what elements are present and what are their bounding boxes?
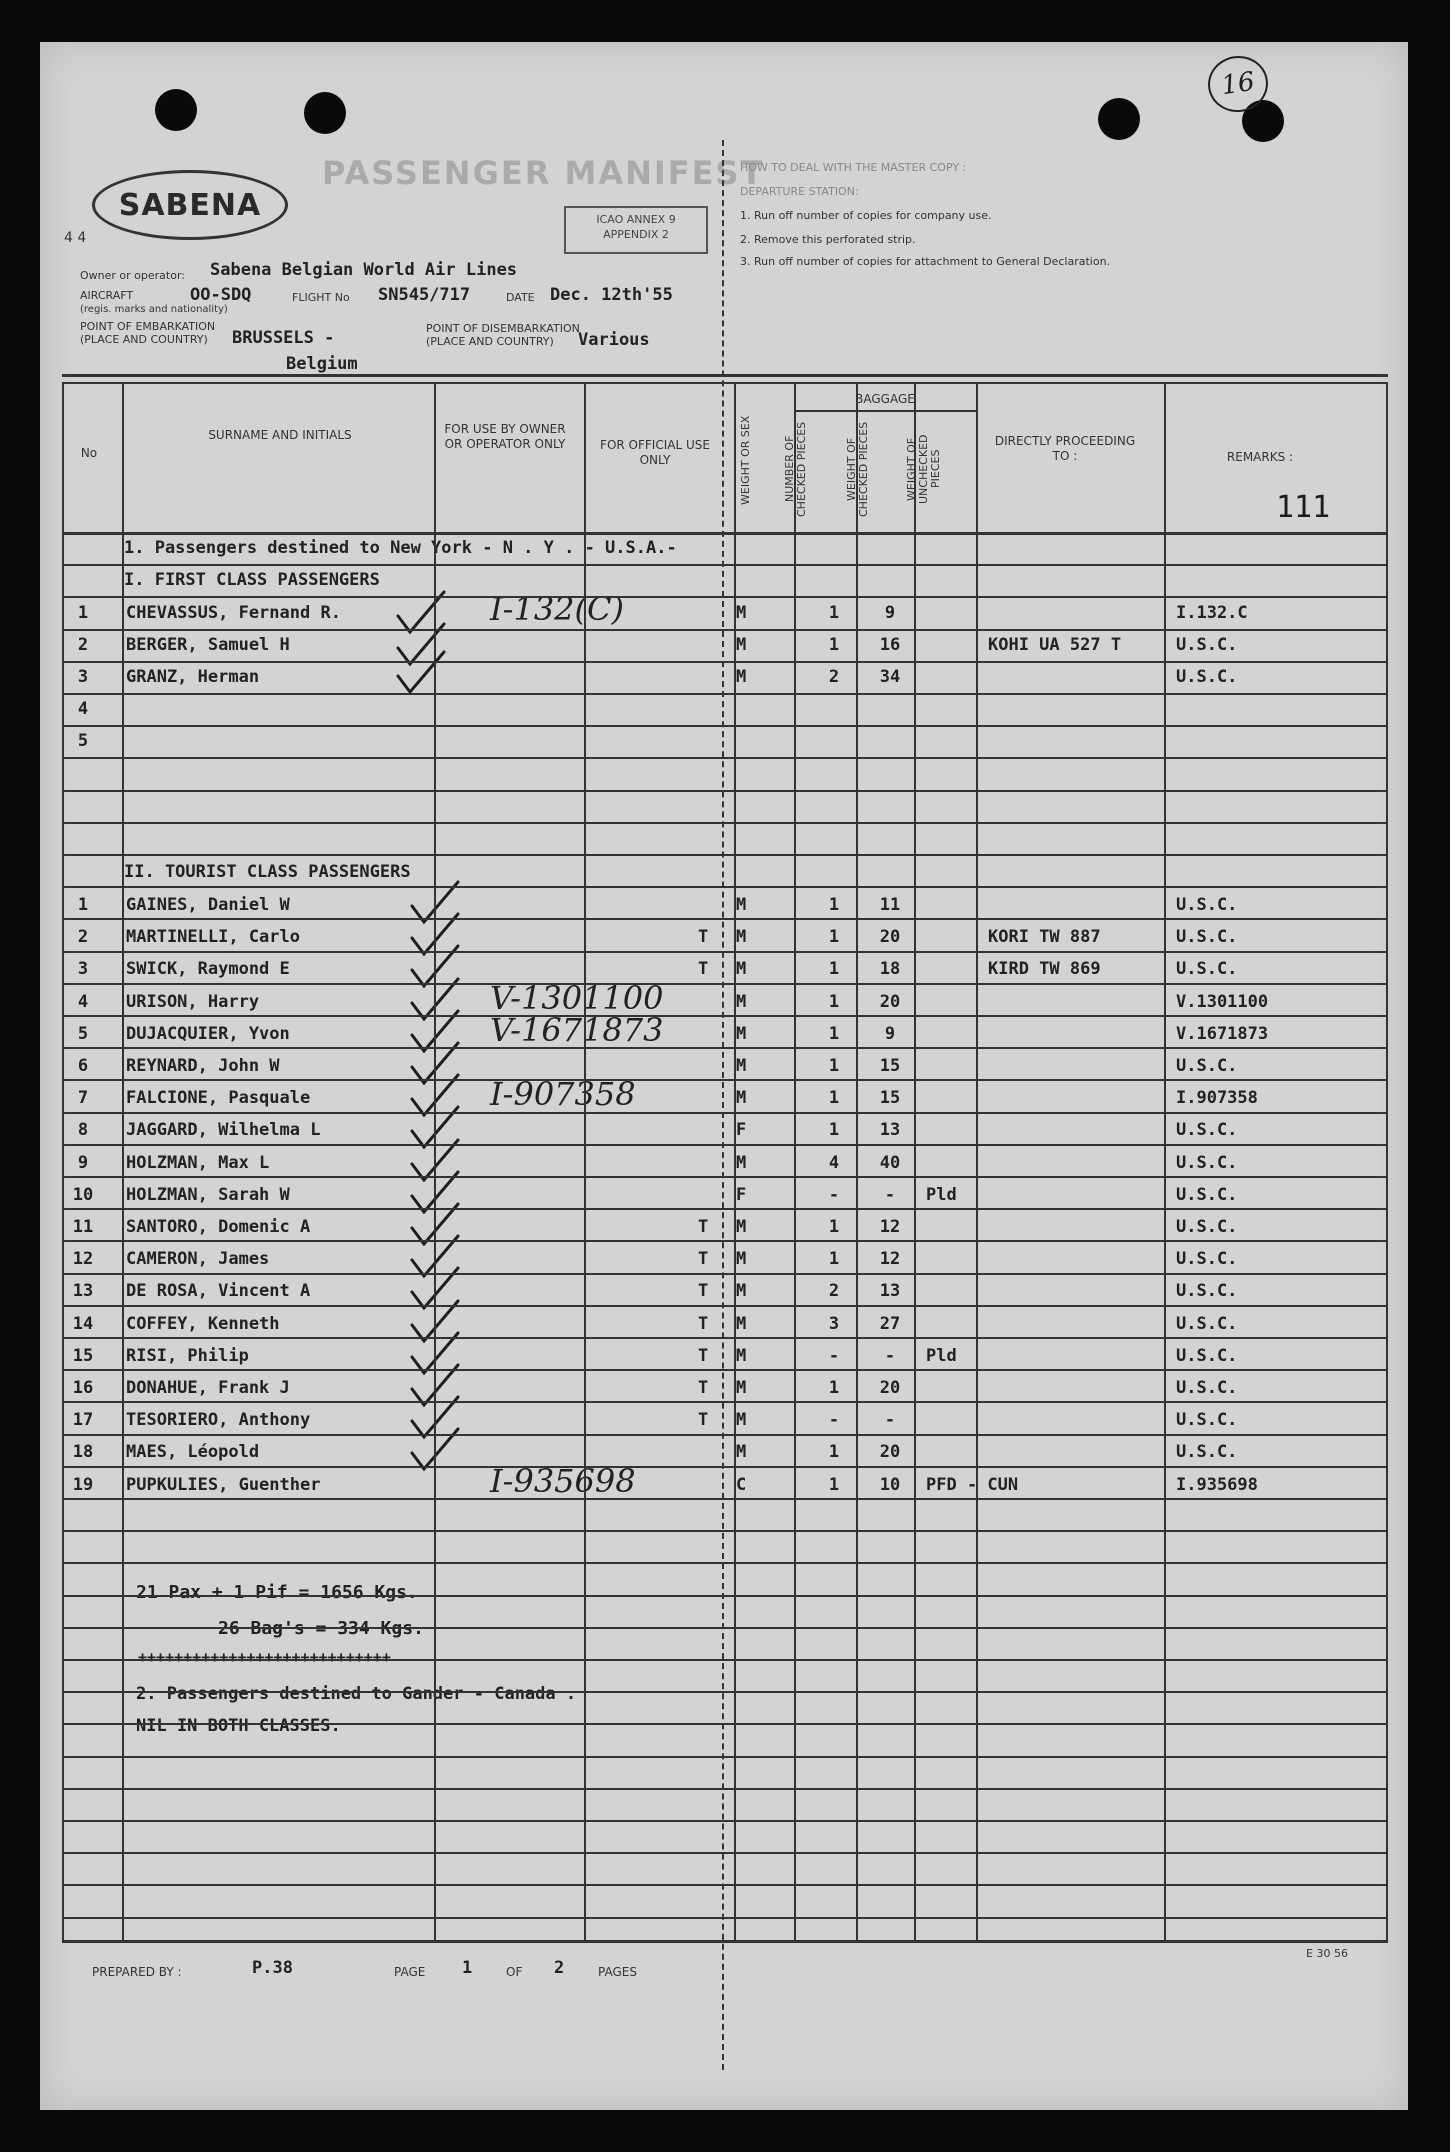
checkmark (398, 592, 444, 632)
cell-sex: M (736, 959, 747, 979)
column-divider (856, 382, 858, 1940)
aircraft-label: AIRCRAFT (80, 289, 134, 302)
handwritten-id: V-1671873 (490, 1011, 664, 1049)
cell-name: RISI, Philip (126, 1346, 249, 1366)
cell-wt: 40 (879, 1153, 901, 1173)
of-value: 2 (554, 1958, 565, 1978)
row-rule (62, 1820, 1388, 1822)
cell-no: 2 (77, 635, 89, 655)
row-rule (62, 1176, 1388, 1178)
cell-num: - (828, 1346, 840, 1366)
cell-sex: F (736, 1120, 747, 1140)
cell-remarks: U.S.C. (1176, 1249, 1238, 1269)
row-rule (62, 757, 1388, 759)
cell-name: GRANZ, Herman (126, 667, 260, 687)
section-first-class: I. FIRST CLASS PASSENGERS (124, 570, 380, 590)
row-rule (62, 1273, 1388, 1275)
cell-no: 17 (72, 1410, 94, 1430)
row-rule (62, 1466, 1388, 1468)
separator-stars: ++++++++++++++++++++++++++++ (138, 1648, 391, 1666)
row-rule (62, 983, 1388, 985)
cell-proc: KOHI UA 527 T (988, 635, 1122, 655)
cell-sex: M (736, 1088, 747, 1108)
cell-sex: M (736, 1378, 747, 1398)
cell-sex: M (736, 1217, 747, 1237)
cell-name: SWICK, Raymond E (126, 959, 290, 979)
cell-num: 1 (828, 1475, 840, 1495)
row-rule (62, 725, 1388, 727)
cell-sex: M (736, 1314, 747, 1334)
baggage-rule (794, 410, 976, 412)
row-rule (62, 886, 1388, 888)
header-owner-use: FOR USE BY OWNER OR OPERATOR ONLY (444, 422, 566, 451)
cell-remarks: U.S.C. (1176, 667, 1238, 687)
row-rule (62, 1659, 1388, 1661)
cell-wt: 12 (879, 1217, 901, 1237)
cell-wt: - (884, 1185, 896, 1205)
cell-remarks: U.S.C. (1176, 635, 1238, 655)
remarks-number: 111 (1276, 490, 1331, 525)
cell-num: 1 (828, 1088, 840, 1108)
cell-wt: 11 (879, 895, 901, 915)
cell-name: MAES, Léopold (126, 1442, 260, 1462)
handwritten-id: I-907358 (490, 1075, 636, 1113)
row-rule (62, 1723, 1388, 1725)
row-rule (62, 1240, 1388, 1242)
column-divider (434, 382, 436, 1940)
cell-no: 11 (72, 1217, 94, 1237)
embark-value: BRUSSELS - (232, 328, 335, 348)
cell-num: 1 (828, 635, 840, 655)
header-weight-checked: WEIGHT OF CHECKED PIECES (845, 421, 870, 517)
cell-name: HOLZMAN, Max L (126, 1153, 270, 1173)
page-label: PAGE (394, 1965, 426, 1979)
cell-num: 1 (828, 603, 840, 623)
row-rule (62, 1852, 1388, 1854)
row-rule (62, 951, 1388, 953)
handwritten-id: I-935698 (490, 1462, 636, 1500)
header-weight-sex: WEIGHT OR SEX (739, 415, 752, 505)
cell-remarks: U.S.C. (1176, 1185, 1238, 1205)
cell-name: HOLZMAN, Sarah W (126, 1185, 290, 1205)
cell-sex: M (736, 1024, 747, 1044)
cell-name: PUPKULIES, Guenther (126, 1475, 321, 1495)
row-rule (62, 1691, 1388, 1693)
cell-no: 4 (77, 699, 89, 719)
owner-label: Owner or operator: (80, 269, 185, 282)
cell-num: 1 (828, 1378, 840, 1398)
row-rule (62, 596, 1388, 598)
row-rule (62, 629, 1388, 631)
cell-sex: M (736, 1249, 747, 1269)
embark-label: POINT OF EMBARKATION (PLACE AND COUNTRY) (80, 320, 216, 346)
cell-num: 1 (828, 992, 840, 1012)
cell-no: 19 (72, 1475, 94, 1495)
page-value: 1 (462, 1958, 473, 1978)
cell-remarks: U.S.C. (1176, 1378, 1238, 1398)
header-rule (62, 382, 1388, 384)
cell-remarks: U.S.C. (1176, 1314, 1238, 1334)
cell-unchecked: Pld (926, 1185, 957, 1205)
row-rule (62, 854, 1388, 856)
cell-remarks: U.S.C. (1176, 1056, 1238, 1076)
row-rule (62, 790, 1388, 792)
instruction-3: 3. Run off number of copies for attachment to General Declaration. (740, 255, 1111, 268)
column-divider (1386, 382, 1388, 1940)
cell-sex: M (736, 1281, 747, 1301)
cell-num: 1 (828, 1056, 840, 1076)
column-divider (584, 382, 586, 1940)
cell-no: 14 (72, 1314, 94, 1334)
instruction-subheading: DEPARTURE STATION: (740, 185, 859, 198)
cell-no: 9 (77, 1153, 89, 1173)
cell-remarks: U.S.C. (1176, 1281, 1238, 1301)
sabena-logo: SABENA (92, 170, 288, 240)
row-rule (62, 918, 1388, 920)
cell-name: SANTORO, Domenic A (126, 1217, 311, 1237)
row-rule (62, 1208, 1388, 1210)
row-rule (62, 1337, 1388, 1339)
handwritten-id: I-132(C) (490, 590, 624, 628)
cell-wt: 16 (879, 635, 901, 655)
cell-no: 1 (77, 603, 89, 623)
column-divider (976, 382, 978, 1940)
cell-wt: 12 (879, 1249, 901, 1269)
cell-no: 13 (72, 1281, 94, 1301)
row-rule (62, 1917, 1388, 1919)
cell-no: 1 (77, 895, 89, 915)
cell-num: 1 (828, 1249, 840, 1269)
row-rule (62, 1369, 1388, 1371)
cell-remarks: U.S.C. (1176, 1410, 1238, 1430)
cell-remarks: I.907358 (1176, 1088, 1258, 1108)
cell-ticket: T (698, 1378, 709, 1398)
cell-sex: M (736, 635, 747, 655)
cell-no: 4 (77, 992, 89, 1012)
cell-wt: 34 (879, 667, 901, 687)
cell-wt: 20 (879, 1442, 901, 1462)
row-rule (62, 1401, 1388, 1403)
summary-pax: 21 Pax + 1 Pif = 1656 Kgs. (136, 1582, 418, 1603)
cell-name: DUJACQUIER, Yvon (126, 1024, 290, 1044)
cell-num: 1 (828, 1120, 840, 1140)
row-rule (62, 1884, 1388, 1886)
cell-wt: - (884, 1346, 896, 1366)
table-bottom-rule (62, 1940, 1388, 1943)
cell-no: 15 (72, 1346, 94, 1366)
owner-value: Sabena Belgian World Air Lines (210, 260, 518, 280)
row-rule (62, 564, 1388, 566)
row-rule (62, 1498, 1388, 1500)
cell-wt: 27 (879, 1314, 901, 1334)
header-remarks: REMARKS : (1226, 450, 1294, 464)
cell-ticket: T (698, 1217, 709, 1237)
row-rule (62, 1530, 1388, 1532)
prepared-value: P.38 (252, 1958, 293, 1978)
cell-ticket: T (698, 1346, 709, 1366)
cell-wt: - (884, 1410, 896, 1430)
cell-sex: M (736, 927, 747, 947)
cell-wt: 20 (879, 992, 901, 1012)
cell-remarks: I.132.C (1176, 603, 1248, 623)
cell-num: 4 (828, 1153, 840, 1173)
header-bottom-rule (62, 532, 1388, 535)
cell-remarks: U.S.C. (1176, 1153, 1238, 1173)
cell-no: 2 (77, 927, 89, 947)
cell-wt: 15 (879, 1088, 901, 1108)
form-code: E 30 56 (1306, 1947, 1348, 1960)
cell-name: BERGER, Samuel H (126, 635, 290, 655)
instruction-2: 2. Remove this perforated strip. (740, 233, 916, 246)
cell-sex: M (736, 1442, 747, 1462)
cell-sex: M (736, 1153, 747, 1173)
header-surname: SURNAME AND INITIALS (208, 428, 352, 442)
date-value: Dec. 12th'55 (550, 285, 673, 305)
cell-name: CHEVASSUS, Fernand R. (126, 603, 341, 623)
header-official-use: FOR OFFICIAL USE ONLY (600, 438, 710, 467)
cell-no: 8 (77, 1120, 89, 1140)
cell-remarks: U.S.C. (1176, 927, 1238, 947)
cell-sex: M (736, 667, 747, 687)
cell-no: 18 (72, 1442, 94, 1462)
cell-unchecked: PFD - CUN (926, 1475, 1019, 1495)
column-divider (122, 382, 124, 1940)
cell-num: - (828, 1185, 840, 1205)
cell-num: 1 (828, 927, 840, 947)
header-proceeding: DIRECTLY PROCEEDING TO : (994, 434, 1136, 463)
cell-num: 1 (828, 1442, 840, 1462)
cell-wt: 9 (884, 1024, 896, 1044)
column-divider (1164, 382, 1166, 1940)
cell-remarks: V.1671873 (1176, 1024, 1269, 1044)
cell-wt: 20 (879, 927, 901, 947)
cell-sex: C (736, 1475, 747, 1495)
row-rule (62, 1627, 1388, 1629)
header-weight-unchecked: WEIGHT OF UNCHECKED PIECES (905, 434, 942, 504)
cell-name: COFFEY, Kenneth (126, 1314, 280, 1334)
cell-no: 6 (77, 1056, 89, 1076)
section-dest-new-york: 1. Passengers destined to New York - N . Y . - U.S.A.- (124, 538, 677, 558)
row-rule (62, 1595, 1388, 1597)
row-rule (62, 1015, 1388, 1017)
cell-remarks: U.S.C. (1176, 959, 1238, 979)
aircraft-value: OO-SDQ (190, 285, 252, 305)
cell-ticket: T (698, 1410, 709, 1430)
cell-remarks: V.1301100 (1176, 992, 1269, 1012)
flight-value: SN545/717 (378, 285, 471, 305)
disembark-value: Various (578, 330, 650, 350)
cell-sex: M (736, 895, 747, 915)
annex-line: ICAO ANNEX 9 (596, 213, 676, 226)
cell-name: REYNARD, John W (126, 1056, 280, 1076)
cell-num: 2 (828, 667, 840, 687)
cell-remarks: U.S.C. (1176, 895, 1238, 915)
cell-remarks: I.935698 (1176, 1475, 1258, 1495)
cell-wt: 20 (879, 1378, 901, 1398)
instruction-1: 1. Run off number of copies for company use. (740, 209, 992, 222)
cell-num: 1 (828, 959, 840, 979)
cell-wt: 9 (884, 603, 896, 623)
cell-name: DONAHUE, Frank J (126, 1378, 290, 1398)
header-rule (62, 374, 1388, 377)
cell-name: GAINES, Daniel W (126, 895, 290, 915)
cell-name: DE ROSA, Vincent A (126, 1281, 311, 1301)
row-rule (62, 1079, 1388, 1081)
row-rule (62, 1434, 1388, 1436)
cell-sex: M (736, 992, 747, 1012)
cell-no: 5 (77, 731, 89, 751)
annex-line: APPENDIX 2 (603, 228, 669, 241)
disembark-label: POINT OF DISEMBARKATION (PLACE AND COUNTRY) (426, 322, 580, 348)
aircraft-note: (regis. marks and nationality) (80, 304, 228, 315)
row-rule (62, 1144, 1388, 1146)
cell-name: JAGGARD, Wilhelma L (126, 1120, 321, 1140)
pages-label: PAGES (598, 1965, 637, 1979)
header-baggage: BAGGAGE (855, 392, 915, 406)
column-divider (914, 382, 916, 1940)
cell-no: 7 (77, 1088, 89, 1108)
row-rule (62, 1756, 1388, 1758)
section-nil: NIL IN BOTH CLASSES. (136, 1716, 341, 1736)
of-label: OF (506, 1965, 523, 1979)
section-tourist-class: II. TOURIST CLASS PASSENGERS (124, 862, 411, 882)
cell-wt: 10 (879, 1475, 901, 1495)
cell-sex: M (736, 603, 747, 623)
header-num-checked: NUMBER OF CHECKED PIECES (783, 421, 808, 517)
page-mark: 16 (1204, 52, 1271, 116)
row-rule (62, 822, 1388, 824)
cell-wt: 18 (879, 959, 901, 979)
cell-remarks: U.S.C. (1176, 1120, 1238, 1140)
cell-no: 5 (77, 1024, 89, 1044)
row-rule (62, 661, 1388, 663)
cell-num: 3 (828, 1314, 840, 1334)
cell-no: 12 (72, 1249, 94, 1269)
cell-ticket: T (698, 1314, 709, 1334)
embark-country: Belgium (286, 354, 358, 374)
column-divider (734, 382, 736, 1940)
cell-no: 10 (72, 1185, 94, 1205)
date-label: DATE (506, 291, 535, 304)
cell-wt: 15 (879, 1056, 901, 1076)
cell-proc: KORI TW 887 (988, 927, 1101, 947)
cell-name: MARTINELLI, Carlo (126, 927, 300, 947)
cell-num: 2 (828, 1281, 840, 1301)
corner-mark: 4 4 (64, 230, 87, 246)
cell-no: 3 (77, 959, 89, 979)
cell-proc: KIRD TW 869 (988, 959, 1101, 979)
row-rule (62, 1305, 1388, 1307)
column-divider (794, 382, 796, 1940)
cell-name: FALCIONE, Pasquale (126, 1088, 311, 1108)
cell-wt: 13 (879, 1281, 901, 1301)
cell-name: CAMERON, James (126, 1249, 270, 1269)
row-rule (62, 1047, 1388, 1049)
flight-label: FLIGHT No (292, 291, 350, 304)
cell-sex: M (736, 1056, 747, 1076)
column-divider (62, 382, 64, 1940)
cell-num: 1 (828, 1217, 840, 1237)
cell-no: 3 (77, 667, 89, 687)
cell-num: - (828, 1410, 840, 1430)
handwritten-id: V-1301100 (490, 979, 664, 1017)
cell-unchecked: Pld (926, 1346, 957, 1366)
prepared-label: PREPARED BY : (92, 1965, 182, 1979)
row-rule (62, 1788, 1388, 1790)
cell-num: 1 (828, 1024, 840, 1044)
summary-bags: 26 Bag's = 334 Kgs. (218, 1618, 424, 1639)
cell-sex: M (736, 1410, 747, 1430)
instruction-heading: HOW TO DEAL WITH THE MASTER COPY : (740, 161, 967, 174)
row-rule (62, 1562, 1388, 1564)
row-rule (62, 693, 1388, 695)
cell-remarks: U.S.C. (1176, 1346, 1238, 1366)
cell-sex: M (736, 1346, 747, 1366)
cell-ticket: T (698, 959, 709, 979)
cell-sex: F (736, 1185, 747, 1205)
cell-num: 1 (828, 895, 840, 915)
row-rule (62, 1112, 1388, 1114)
cell-name: URISON, Harry (126, 992, 260, 1012)
form-title: PASSENGER MANIFEST (322, 154, 765, 192)
cell-ticket: T (698, 1281, 709, 1301)
cell-name: TESORIERO, Anthony (126, 1410, 311, 1430)
section-dest-gander: 2. Passengers destined to Gander - Canada . (136, 1684, 577, 1704)
cell-wt: 13 (879, 1120, 901, 1140)
cell-remarks: U.S.C. (1176, 1442, 1238, 1462)
cell-remarks: U.S.C. (1176, 1217, 1238, 1237)
header-no: No (80, 446, 98, 460)
cell-ticket: T (698, 1249, 709, 1269)
cell-ticket: T (698, 927, 709, 947)
cell-no: 16 (72, 1378, 94, 1398)
